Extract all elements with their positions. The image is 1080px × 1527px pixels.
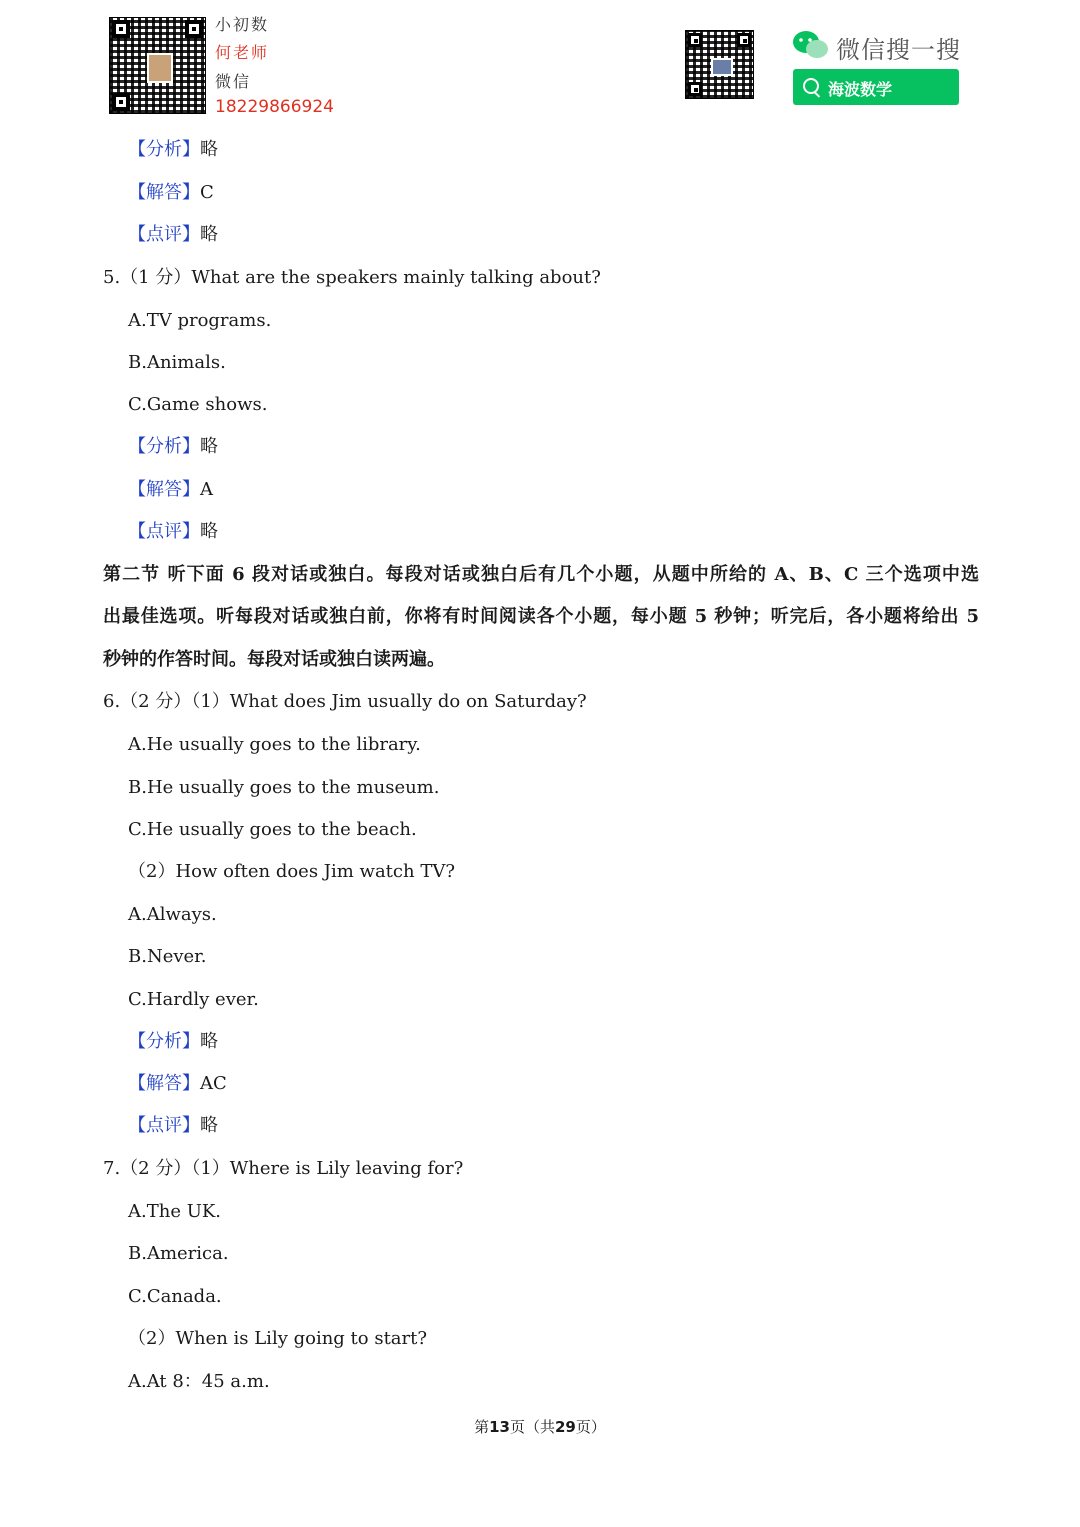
option-b: B.Animals. [128, 352, 226, 373]
section-instruction-line-1: 第二节 听下面 6 段对话或独白。每段对话或独白后有几个小题，从题中所给的 A、B、C 三个选项中选 [103, 564, 979, 585]
wechat-label: 微信 [215, 72, 252, 91]
answer-tag: 【解答】 [128, 479, 200, 500]
option-b: B.Never. [128, 946, 207, 967]
answer-text: A [200, 479, 213, 500]
analysis-tag: 【分析】 [128, 1031, 200, 1052]
search-keyword: 海波数学 [828, 80, 893, 99]
qr-code-left [109, 17, 206, 114]
option-c: C.Game shows. [128, 394, 268, 415]
footer-prefix: 第 [474, 1418, 490, 1436]
wechat-search-title: 微信搜一搜 [836, 36, 961, 64]
comment-row [128, 1114, 218, 1138]
question-6: 6.（2 分）（1）What does Jim usually do on Saturday? [103, 691, 587, 712]
comment-text: 略 [200, 521, 218, 542]
page-number: 13 [489, 1418, 510, 1436]
option-b: B.America. [128, 1243, 229, 1264]
option-a: A.TV programs. [128, 310, 272, 331]
answer-row [128, 1072, 227, 1096]
page-footer [0, 1416, 1080, 1437]
comment-text: 略 [200, 224, 218, 245]
answer-tag: 【解答】 [128, 182, 200, 203]
analysis-row [128, 435, 218, 459]
section-instruction-line-2: 出最佳选项。听每段对话或独白前，你将有时间阅读各个小题，每小题 5 秒钟；听完后，各小题将给出 5 [103, 606, 979, 627]
footer-suffix: 页） [575, 1418, 606, 1436]
analysis-tag: 【分析】 [128, 139, 200, 160]
sub-question-2: （2）When is Lily going to start? [128, 1328, 428, 1349]
analysis-text: 略 [200, 139, 218, 160]
wechat-search-button[interactable] [793, 69, 959, 105]
question-7: 7.（2 分）（1）Where is Lily leaving for? [103, 1158, 464, 1179]
option-a: A.Always. [128, 904, 217, 925]
comment-tag: 【点评】 [128, 224, 200, 245]
question-5: 5.（1 分）What are the speakers mainly talking about? [103, 267, 601, 288]
option-c: C.Canada. [128, 1286, 222, 1307]
answer-row [128, 478, 213, 502]
search-icon [803, 78, 819, 94]
option-a: A.The UK. [128, 1201, 222, 1222]
answer-text: AC [200, 1073, 227, 1094]
option-a: A.He usually goes to the library. [128, 734, 421, 755]
teacher-name: 何老师 [215, 43, 270, 62]
sub-question-2: （2）How often does Jim watch TV? [128, 861, 455, 882]
qr-code-right [685, 30, 754, 99]
option-b: B.He usually goes to the museum. [128, 777, 440, 798]
analysis-tag: 【分析】 [128, 436, 200, 457]
answer-row [128, 181, 214, 205]
option-a: A.At 8：45 a.m. [128, 1371, 270, 1392]
footer-mid: 页（共 [509, 1418, 555, 1436]
section-instruction-line-3: 秒钟的作答时间。每段对话或独白读两遍。 [103, 649, 445, 670]
avatar [147, 53, 173, 83]
comment-row [128, 223, 218, 247]
answer-text: C [200, 182, 214, 203]
analysis-text: 略 [200, 436, 218, 457]
option-c: C.He usually goes to the beach. [128, 819, 417, 840]
phone-number: 18229866924 [215, 97, 334, 117]
comment-row [128, 520, 218, 544]
comment-tag: 【点评】 [128, 1115, 200, 1136]
analysis-row [128, 1030, 218, 1054]
analysis-text: 略 [200, 1031, 218, 1052]
wechat-logo-icon [792, 30, 830, 60]
comment-tag: 【点评】 [128, 521, 200, 542]
contact-label: 小初数 [215, 15, 270, 34]
analysis-row [128, 138, 218, 162]
answer-tag: 【解答】 [128, 1073, 200, 1094]
option-c: C.Hardly ever. [128, 989, 259, 1010]
comment-text: 略 [200, 1115, 218, 1136]
page-total: 29 [555, 1418, 576, 1436]
